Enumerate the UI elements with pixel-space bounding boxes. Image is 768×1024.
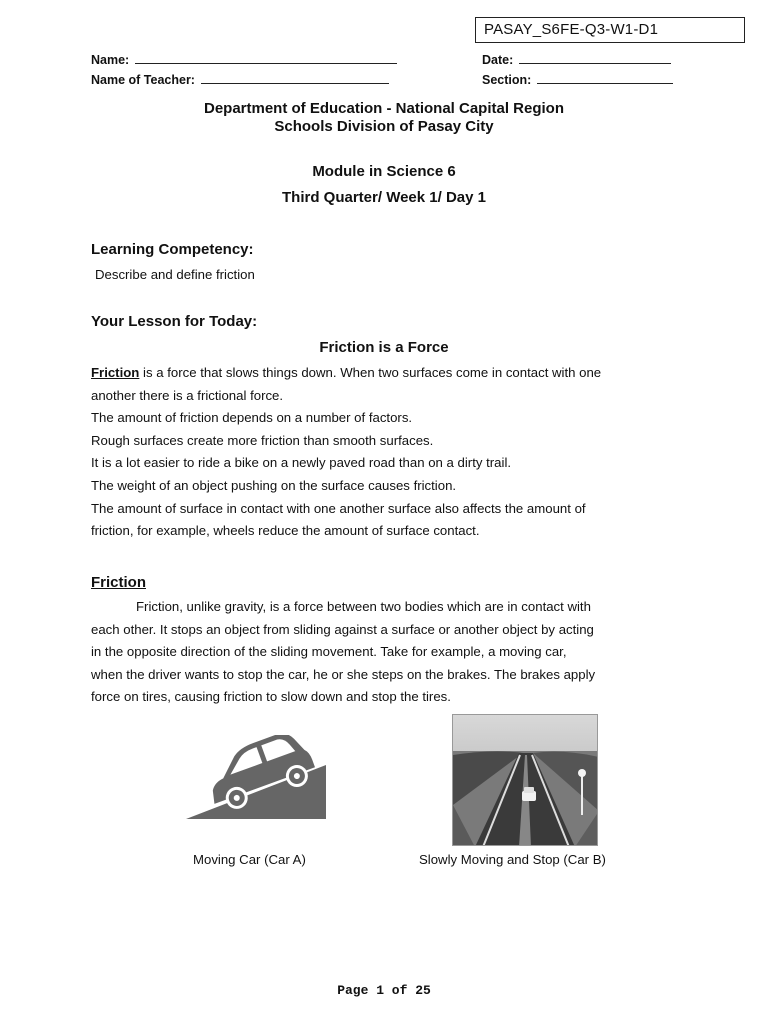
section-field [482,72,673,87]
section-blank [537,72,673,84]
road-photo-figure [452,714,598,846]
friction-line: when the driver wants to stop the car, he or she steps on the brakes. The brakes apply [91,666,596,682]
car-a-caption: Moving Car (Car A) [193,852,306,867]
car-on-slope-illustration [186,735,328,823]
lesson-line: Rough surfaces create more friction than smooth surfaces. [91,432,434,448]
lesson-first-line: is a force that slows things down. When two surfaces come in contact with one [139,365,602,380]
quarter-title: Third Quarter/ Week 1/ Day 1 [282,189,486,206]
friction-keyword: Friction [91,365,140,380]
lesson-line [91,362,691,385]
lesson-body [91,362,691,543]
document-code: PASAY_S6FE-Q3-W1-D1 [475,17,745,43]
car-on-slope-figure [186,735,328,823]
friction-heading: Friction [91,574,146,591]
lesson-title: Friction is a Force [319,339,449,356]
module-title: Module in Science 6 [312,163,456,180]
lesson-heading: Your Lesson for Today: [91,313,258,330]
friction-line: each other. It stops an object from sliding against a surface or another object by acting [91,621,594,637]
date-blank [519,52,671,64]
road-photo-illustration [453,715,598,846]
friction-body [91,596,691,709]
lesson-line: friction, for example, wheels reduce the amount of surface contact. [91,523,480,539]
lesson-line: It is a lot easier to ride a bike on a newly paved road than on a dirty trail. [91,455,512,471]
lesson-line: The weight of an object pushing on the surface causes friction. [91,477,457,493]
friction-line: force on tires, causing friction to slow down and stop the tires. [91,689,451,705]
competency-heading: Learning Competency: [91,241,254,258]
teacher-blank [201,72,389,84]
name-blank [135,52,397,64]
date-label: Date: [482,53,514,67]
date-field [482,52,671,67]
header-line-1: Department of Education - National Capital Region [203,100,565,117]
teacher-label: Name of Teacher: [91,73,195,87]
friction-line: Friction, unlike gravity, is a force between two bodies which are in contact with [136,599,591,614]
section-label: Section: [482,73,532,87]
name-label: Name: [91,53,130,67]
competency-text: Describe and define friction [95,267,255,282]
page-number: Page 1 of 25 [337,983,431,998]
car-b-caption: Slowly Moving and Stop (Car B) [419,852,606,867]
header-line-2: Schools Division of Pasay City [274,118,494,135]
teacher-field [91,72,389,87]
lesson-line: The amount of friction depends on a number of factors. [91,410,413,426]
lesson-line: another there is a frictional force. [91,387,284,403]
friction-line: in the opposite direction of the sliding movement. Take for example, a moving car, [91,644,567,660]
name-field [91,52,397,67]
lesson-line: The amount of surface in contact with one another surface also affects the amount of [91,500,586,516]
